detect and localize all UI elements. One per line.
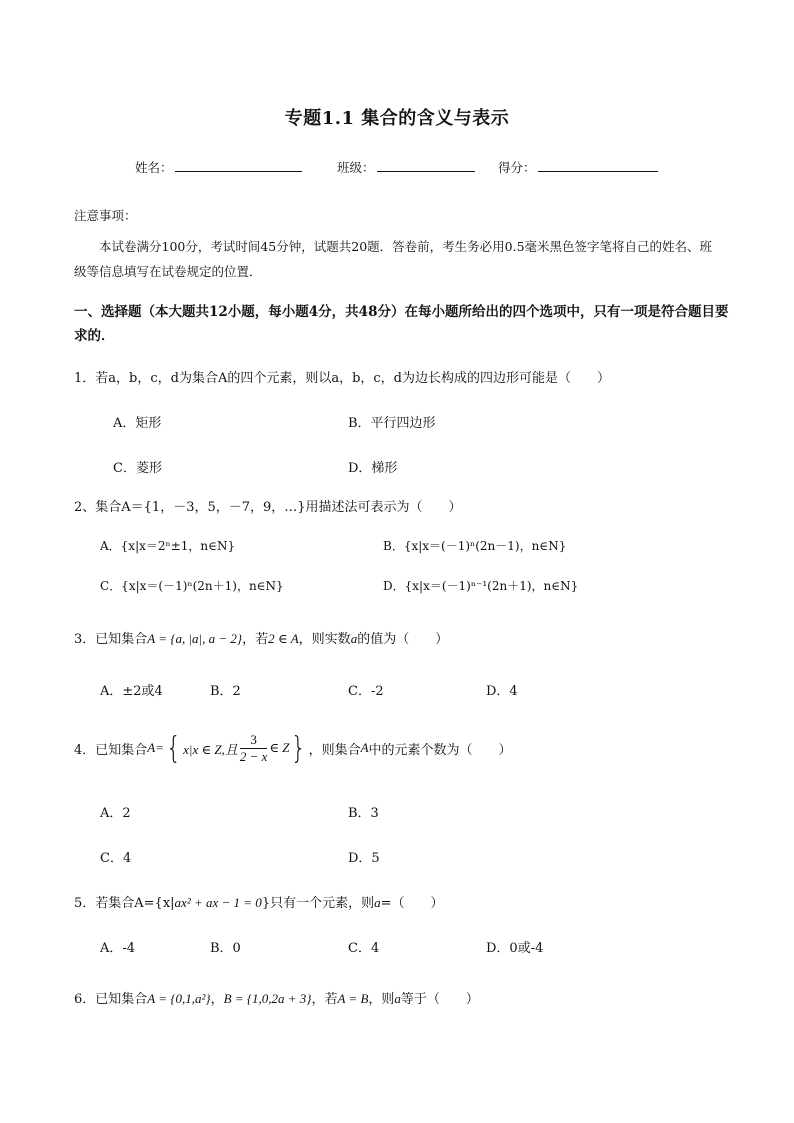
question-4-text: ，则集合 xyxy=(308,742,361,758)
left-brace-icon: { xyxy=(165,730,182,766)
question-4-text-2: 中的元素个数为（ ） xyxy=(368,742,512,758)
question-6-set-b: B = {1,0,2a + 3} xyxy=(223,991,312,1006)
class-label: 班级： xyxy=(337,160,375,175)
question-4-number: 4．已知集合 xyxy=(74,742,148,758)
class-blank[interactable] xyxy=(377,159,475,172)
question-2-option-d[interactable]: D．{x|x＝(－1)ⁿ⁻¹(2n＋1)，n∈N} xyxy=(383,579,579,593)
score-field[interactable] xyxy=(498,158,658,176)
question-3-option-c[interactable]: C．-2 xyxy=(348,684,384,699)
page-title: 专题1.1 集合的含义与表示 xyxy=(284,108,510,129)
question-4-lhs: A= xyxy=(147,740,164,755)
question-3-text-3: 的值为（ ） xyxy=(357,632,449,647)
question-4-stem xyxy=(74,726,512,770)
notice-body: 本试卷满分100分，考试时间45分钟，试题共20题．答卷前，考生务必用0.5毫米黑色签字笔将自己的姓名、班级等信息填写在试卷规定的位置． xyxy=(74,239,713,279)
question-5-variable: a xyxy=(374,895,381,910)
question-3-text-2: ，则实数 xyxy=(298,632,351,647)
question-6-separator: ， xyxy=(210,992,224,1007)
question-4-variable: A xyxy=(360,740,369,755)
question-6-text: 6．已知集合 xyxy=(74,992,148,1007)
question-3-set: A = {a, |a|, a − 2} xyxy=(147,631,243,646)
question-4-set-right: ∈ Z xyxy=(269,740,290,755)
name-blank[interactable] xyxy=(175,159,302,172)
question-5-text-3: =（ ） xyxy=(380,896,444,911)
question-3-option-d[interactable]: D．4 xyxy=(486,684,518,699)
name-field[interactable] xyxy=(135,158,302,176)
question-4-option-d[interactable]: D．5 xyxy=(348,851,380,866)
question-3-variable: a xyxy=(350,631,358,646)
question-1-option-d[interactable]: D．梯形 xyxy=(348,461,398,476)
question-6-text-3: ，则 xyxy=(368,992,395,1007)
question-4-option-c[interactable]: C．4 xyxy=(100,851,132,866)
question-3-stem xyxy=(74,628,448,647)
question-6-set-a: A = {0,1,a²} xyxy=(147,991,211,1006)
class-field[interactable] xyxy=(337,158,475,176)
question-4-fraction xyxy=(240,732,268,765)
question-5-text-2: }只有一个元素，则 xyxy=(261,896,375,911)
question-5-option-a[interactable]: A．-4 xyxy=(100,941,136,956)
question-5-option-b[interactable]: B．0 xyxy=(210,941,241,956)
question-1-option-c[interactable]: C．菱形 xyxy=(113,461,162,476)
fraction-denominator: 2 − x xyxy=(239,748,268,764)
question-3-text: ，若 xyxy=(242,632,269,647)
score-label: 得分： xyxy=(498,160,536,175)
question-2-stem: 2、集合A＝{1，－3，5，－7，9，…}用描述法可表示为（ ） xyxy=(74,500,462,515)
question-1-option-a[interactable]: A．矩形 xyxy=(113,416,162,431)
question-3-option-a[interactable]: A．±2或4 xyxy=(100,684,163,699)
question-6-text-4: 等于（ ） xyxy=(400,992,479,1007)
right-brace-icon: } xyxy=(291,730,307,766)
question-6-variable: a xyxy=(394,991,401,1006)
question-5-text: 5．若集合A={x| xyxy=(74,896,175,911)
question-5-expression: ax² + ax − 1 = 0 xyxy=(174,895,262,910)
question-2-option-a[interactable]: A．{x|x＝2ⁿ±1，n∈N} xyxy=(100,539,236,553)
notice-heading: 注意事项： xyxy=(74,208,137,223)
question-4-set-left: x|x ∈ Z,且 xyxy=(183,741,238,757)
fraction-numerator: 3 xyxy=(240,732,268,749)
question-3-condition: 2 ∈ A xyxy=(268,631,299,646)
question-5-option-c[interactable]: C．4 xyxy=(348,941,380,956)
question-3-number: 3．已知集合 xyxy=(74,632,148,647)
question-4-option-b[interactable]: B．3 xyxy=(348,806,379,821)
question-5-stem xyxy=(74,892,444,911)
question-2-option-c[interactable]: C．{x|x＝(－1)ⁿ(2n＋1)，n∈N} xyxy=(100,579,284,593)
name-label: 姓名： xyxy=(135,160,173,175)
question-1-stem: 1．若a，b，c，d为集合A的四个元素，则以a，b，c，d为边长构成的四边形可能是（ ） xyxy=(74,371,611,386)
question-3-option-b[interactable]: B．2 xyxy=(210,684,241,699)
question-6-text-2: ，若 xyxy=(311,992,338,1007)
question-5-option-d[interactable]: D．0或-4 xyxy=(486,941,544,956)
question-4-option-a[interactable]: A．2 xyxy=(100,806,131,821)
question-2-option-b[interactable]: B．{x|x＝(－1)ⁿ(2n－1)，n∈N} xyxy=(383,539,567,553)
question-6-stem xyxy=(74,988,479,1007)
score-blank[interactable] xyxy=(538,159,658,172)
question-6-condition: A = B xyxy=(337,991,369,1006)
section-heading: 一、选择题（本大题共12小题，每小题4分，共48分）在每小题所给出的四个选项中，只有一项是符合题目要求的． xyxy=(74,304,729,344)
question-1-option-b[interactable]: B．平行四边形 xyxy=(348,416,436,431)
